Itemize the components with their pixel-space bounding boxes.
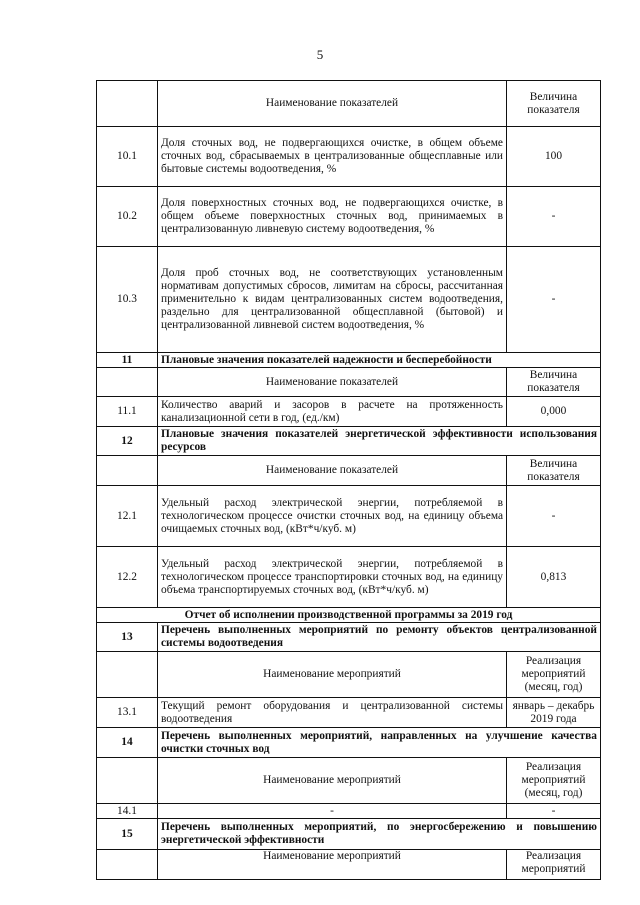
section-title: Перечень выполненных мероприятий по ремонту объектов централизованной системы водоотведения [158, 623, 601, 652]
section-title: Плановые значения показателей надежности и бесперебойности [158, 353, 601, 368]
page-number: 5 [316, 47, 324, 62]
row-number: 13.1 [97, 698, 158, 728]
column-header-name: Наименование показателей [158, 81, 507, 127]
row-value: 0,813 [507, 547, 601, 608]
row-number: 14.1 [97, 804, 158, 819]
column-header-value: Величина показателя [507, 81, 601, 127]
section-number: 14 [97, 728, 158, 758]
row-description: Количество аварий и засоров в расчете на протяженность канализационной сети в год, (ед./км) [158, 397, 507, 427]
section-number: 13 [97, 623, 158, 652]
section-number: 15 [97, 819, 158, 850]
table-row [97, 698, 601, 728]
section-number: 11 [97, 353, 158, 368]
section-row [97, 819, 601, 850]
row-value: январь – декабрь 2019 года [507, 698, 601, 728]
column-header-value: Величина показателя [507, 368, 601, 397]
row-number: 10.1 [97, 127, 158, 187]
table-row [97, 247, 601, 353]
section-row [97, 427, 601, 456]
row-description: Текущий ремонт оборудования и централизованной системы водоотведения [158, 698, 507, 728]
section-row [97, 623, 601, 652]
section-row [97, 353, 601, 368]
indicators-table [96, 80, 601, 880]
table-row [97, 547, 601, 608]
table-row [97, 127, 601, 187]
row-number: 12.2 [97, 547, 158, 608]
row-description: Доля проб сточных вод, не соответствующих установленным нормативам допустимых сбросов, лимитам на сбросы, рассчитанная применительно к видам централизованных систем водоотведения, раздельно для централизованной общесплавной (бытовой) и централизованной ливневой систем водоотведения, % [158, 247, 507, 353]
column-header-value: Реализация мероприятий (месяц, год) [507, 652, 601, 698]
row-description: Доля поверхностных сточных вод, не подвергающихся очистке, в общем объеме поверхностных сточных вод, принимаемых в централизованную ливневую систему водоотведения, % [158, 187, 507, 247]
row-value: - [507, 804, 601, 819]
row-description: - [158, 804, 507, 819]
column-header-name: Наименование мероприятий [158, 652, 507, 698]
row-number: 11.1 [97, 397, 158, 427]
table-header-row [97, 368, 601, 397]
row-description: Доля сточных вод, не подвергающихся очистке, в общем объеме сточных вод, сбрасываемых в централизованные общесплавные или бытовые системы водоотведения, % [158, 127, 507, 187]
table-row [97, 187, 601, 247]
table-header-row [97, 81, 601, 127]
section-number: 12 [97, 427, 158, 456]
table-header-row [97, 850, 601, 880]
table-row [97, 397, 601, 427]
column-header-value: Реализация мероприятий [507, 850, 601, 880]
row-value: 100 [507, 127, 601, 187]
column-header-value: Величина показателя [507, 456, 601, 486]
column-header-name: Наименование мероприятий [158, 758, 507, 804]
row-description: Удельный расход электрической энергии, потребляемой в технологическом процессе очистки сточных вод, на единицу объема очищаемых сточных вод, (кВт*ч/куб. м) [158, 486, 507, 547]
row-value: - [507, 486, 601, 547]
row-value: 0,000 [507, 397, 601, 427]
column-header-name: Наименование мероприятий [158, 850, 507, 880]
row-number: 10.3 [97, 247, 158, 353]
section-title: Плановые значения показателей энергетической эффективности использования ресурсов [158, 427, 601, 456]
table-row [97, 804, 601, 819]
section-row [97, 728, 601, 758]
section-title: Перечень выполненных мероприятий, по энергосбережению и повышению энергетической эффективности [158, 819, 601, 850]
report-title: Отчет об исполнении производственной программы за 2019 год [97, 608, 601, 623]
table-header-row [97, 758, 601, 804]
column-header-name: Наименование показателей [158, 368, 507, 397]
row-number: 12.1 [97, 486, 158, 547]
table-header-row [97, 652, 601, 698]
report-title-row [97, 608, 601, 623]
row-description: Удельный расход электрической энергии, потребляемой в технологическом процессе транспортировки сточных вод, на единицу объема транспортируемых сточных вод, (кВт*ч/куб. м) [158, 547, 507, 608]
row-value: - [507, 187, 601, 247]
section-title: Перечень выполненных мероприятий, направленных на улучшение качества очистки сточных вод [158, 728, 601, 758]
table-row [97, 486, 601, 547]
row-number: 10.2 [97, 187, 158, 247]
row-value: - [507, 247, 601, 353]
column-header-value: Реализация мероприятий (месяц, год) [507, 758, 601, 804]
table-header-row [97, 456, 601, 486]
column-header-name: Наименование показателей [158, 456, 507, 486]
